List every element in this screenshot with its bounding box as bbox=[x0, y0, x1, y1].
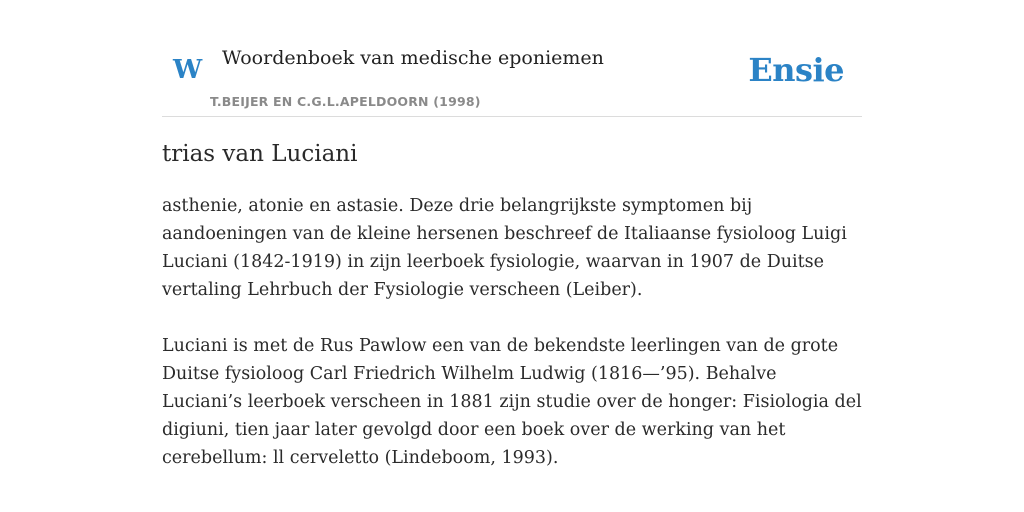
page-header bbox=[162, 40, 862, 117]
book-initial-icon[interactable]: W bbox=[173, 55, 203, 85]
entry-body bbox=[162, 192, 862, 500]
ensie-logo-link[interactable]: Ensie bbox=[748, 51, 844, 89]
book-title-link[interactable]: Woordenboek van medische eponiemen bbox=[222, 47, 604, 69]
entry-paragraph: Luciani is met de Rus Pawlow een van de bekendste leerlingen van de grote Duitse fysioloog Carl Friedrich Wilhelm Ludwig (1816—’95). Behalve Luciani’s leerboek verscheen in 1881 zijn studie over de honger: Fisiologia del digiuni, tien jaar later gevolgd door een boek over de werking van het cerebellum: ll cerveletto (Lindeboom, 1993). bbox=[162, 336, 862, 468]
entry-title: trias van Luciani bbox=[162, 141, 358, 167]
entry-paragraph: asthenie, atonie en astasie. Deze drie belangrijkste symptomen bij aandoeningen van de kleine hersenen beschreef de Italiaanse fysioloog Luigi Luciani (1842-1919) in zijn leerboek fysiologie, waarvan in 1907 de Duitse vertaling Lehrbuch der Fysiologie verscheen (Leiber). bbox=[162, 196, 847, 300]
book-authors: T.BEIJER EN C.G.L.APELDOORN (1998) bbox=[210, 94, 481, 109]
